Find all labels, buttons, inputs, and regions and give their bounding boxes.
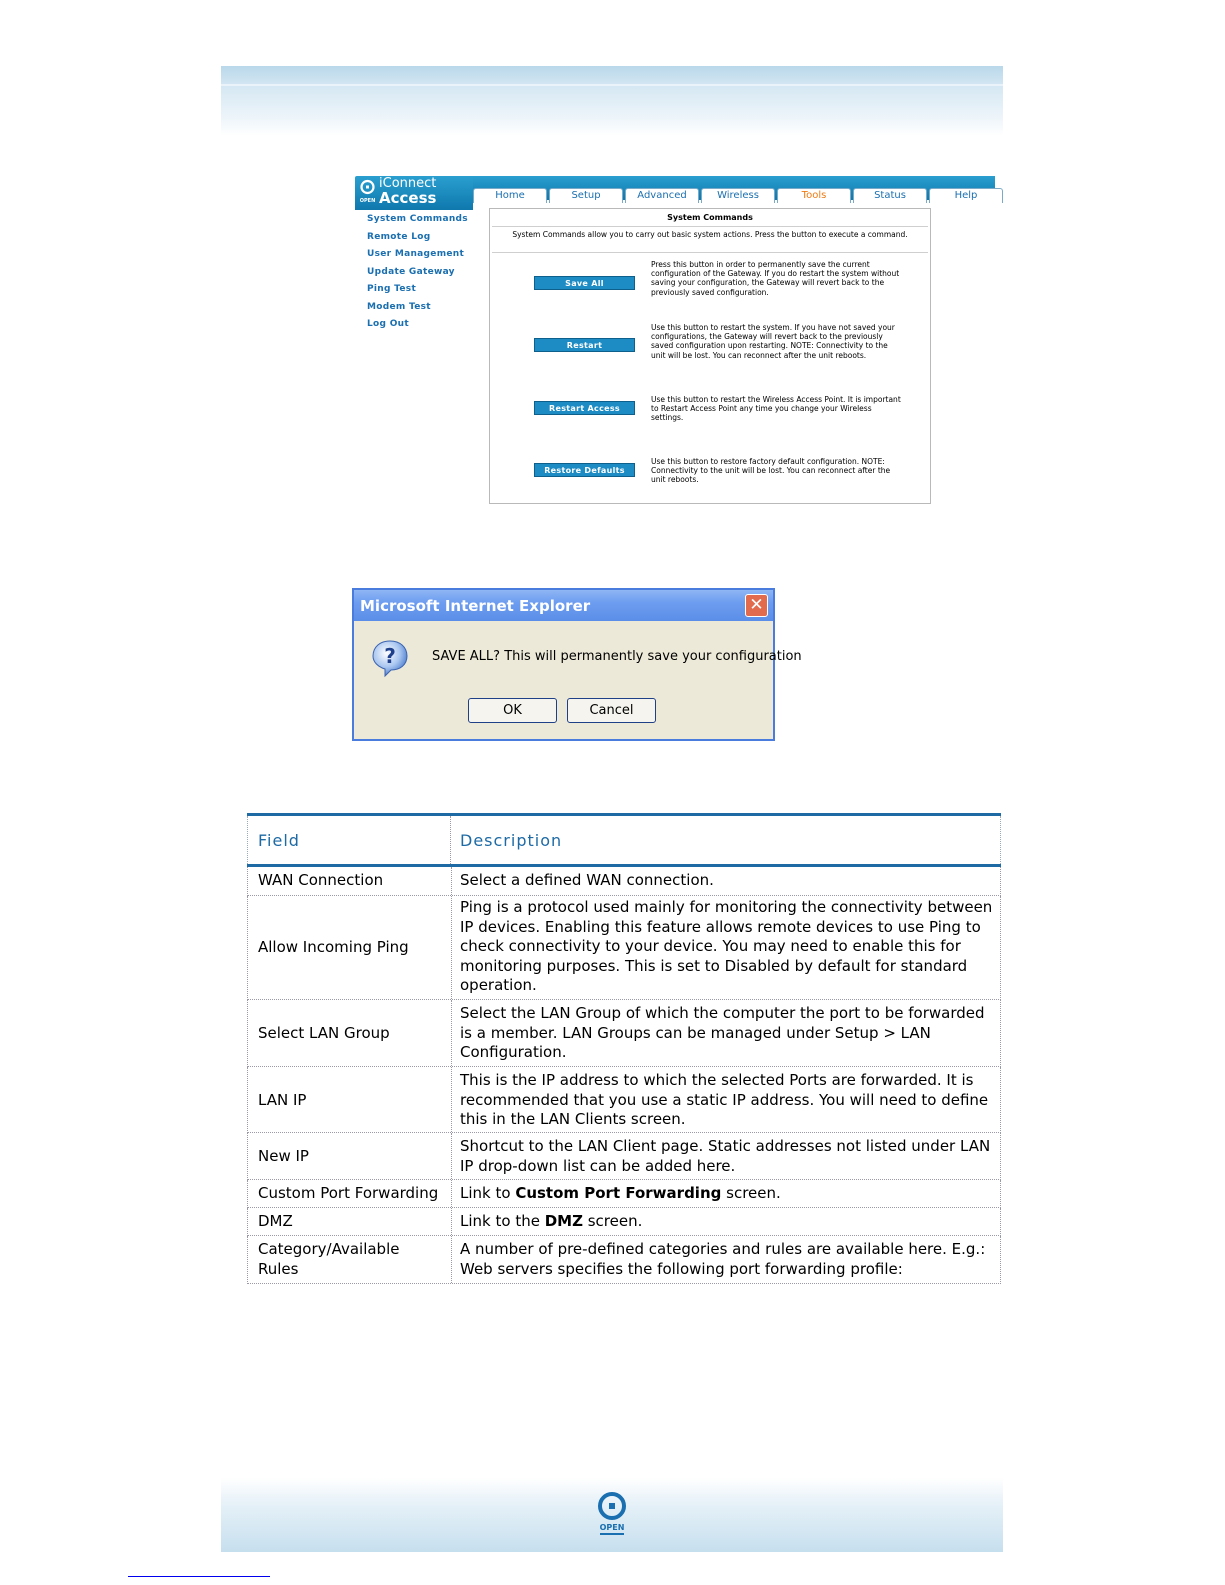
footer-logo-text: OPEN [599,1523,625,1532]
description-text: Select the LAN Group of which the computer the port to be forwarded is a member. LAN Groups can be managed under Setup > LAN Configuration. [460,1004,985,1061]
field-cell: Select LAN Group [258,1024,390,1042]
header-description: Description [460,831,563,850]
tab-status[interactable]: Status [853,188,927,203]
restore-defaults-button[interactable]: Restore Defaults [534,463,635,477]
table-row [247,1067,1001,1133]
logo-text-top: iConnect [379,176,437,191]
description-cell [460,1212,996,1232]
description-text: Select a defined WAN connection. [460,871,714,889]
description-text: This is the IP address to which the selected Ports are forwarded. It is recommended that you use a static IP address. You will need to define this in the LAN Clients screen. [460,1071,989,1128]
tab-wireless[interactable]: Wireless [701,188,775,203]
save-all-description: Press this button in order to permanently save the current configuration of the Gateway. If you do restart the system without saving your configuration, the Gateway will revert back to the previously saved configuration. [651,260,900,297]
description-cell [460,871,996,891]
table-row [247,896,1001,1000]
field-cell: LAN IP [258,1091,307,1109]
panel-title: System Commands [667,213,753,222]
dialog-message: SAVE ALL? This will permanently save your configuration [432,649,802,664]
description-cell [460,1184,996,1204]
close-icon[interactable]: ✕ [745,594,768,617]
sidenav-item-modem-test[interactable]: Modem Test [367,301,431,312]
table-row [247,1208,1001,1236]
question-icon [370,638,410,678]
description-text: Link to the [460,1212,545,1230]
system-commands-panel [489,208,931,504]
divider [492,226,928,227]
logo-badge: OPEN [359,198,376,204]
description-text: Ping is a protocol used mainly for monitoring the connectivity between IP devices. Enabling this feature allows remote devices to use Ping to check connectivity to your device. You may need to enable this for monitoring purposes. This is set to Disabled by default for standard operation. [460,898,993,994]
sidenav-item-system-commands[interactable]: System Commands [367,214,468,224]
description-text: Shortcut to the LAN Client page. Static addresses not listed under LAN IP drop-down list can be added here. [460,1137,991,1175]
description-cell [460,1071,996,1130]
linked-screen-name: Custom Port Forwarding [515,1184,722,1202]
column-divider [451,1236,452,1283]
table-row [247,1133,1001,1180]
footnote-rule [128,1576,270,1577]
field-cell: New IP [258,1147,309,1165]
dialog-titlebar [354,590,773,621]
sidenav-item-log-out[interactable]: Log Out [367,319,409,329]
confirm-dialog [352,588,802,741]
field-cell: DMZ [258,1212,293,1230]
ok-button[interactable]: OK [468,698,557,723]
tab-help[interactable]: Help [929,188,1003,203]
description-text: screen. [721,1184,781,1202]
tab-home[interactable]: Home [473,188,547,203]
iconnect-logo [355,176,473,210]
svg-text:?: ? [384,644,396,668]
table-row [247,1180,1001,1208]
tab-advanced[interactable]: Advanced [625,188,699,203]
description-text: Link to [460,1184,516,1202]
save-all-button[interactable]: Save All [534,276,635,290]
restore-defaults-description: Use this button to restore factory default configuration. NOTE: Connectivity to the unit will be lost. You can reconnect after the unit reboots. [651,457,891,485]
description-cell [460,898,996,996]
description-cell [460,1137,996,1176]
description-text: A number of pre-defined categories and rules are available here. E.g.: Web servers specifies the following port forwarding profile: [460,1240,986,1278]
table-row [247,1000,1001,1067]
field-cell: Allow Incoming Ping [258,938,409,956]
sidenav-item-remote-log[interactable]: Remote Log [367,231,431,242]
sidenav-item-update-gateway[interactable]: Update Gateway [367,266,455,277]
sidenav-item-user-management[interactable]: User Management [367,249,465,259]
header-field: Field [258,831,300,850]
description-text: screen. [582,1212,643,1230]
restart-button[interactable]: Restart [534,338,635,352]
dialog-title: Microsoft Internet Explorer [360,597,591,615]
router-ui-screenshot [355,176,995,511]
open-mark-icon [359,179,376,205]
logo-text-bottom: Access [379,189,437,207]
linked-screen-name: DMZ [544,1212,583,1230]
column-divider [450,816,451,864]
header-band [221,66,1003,136]
cancel-button[interactable]: Cancel [567,698,656,723]
tab-tools[interactable]: Tools [777,188,851,203]
field-cell: Category/Available Rules [258,1240,400,1278]
field-cell: Custom Port Forwarding [258,1184,439,1202]
restart-description: Use this button to restart the system. If you have not saved your configurations, the Gateway will revert back to the previously saved configuration upon restarting. NOTE: Connectivity to the unit will be lost. You can reconnect after the unit reboots. [651,323,895,360]
restart-access-point-description: Use this button to restart the Wireless Access Point. It is important to Restart Access Point any time you change your Wireless settings. [651,395,901,423]
table-header [247,816,1001,864]
tab-setup[interactable]: Setup [549,188,623,203]
divider [492,252,928,253]
field-cell: WAN Connection [258,871,384,889]
tab-bar [473,176,995,210]
side-navigation [367,213,468,336]
sidenav-item-ping-test[interactable]: Ping Test [367,284,417,294]
restart-access-point-button[interactable]: Restart Access Point [534,401,635,415]
table-row [247,1236,1001,1284]
description-cell [460,1240,996,1279]
open-logo-icon [592,1491,632,1539]
description-cell [460,1004,996,1063]
table-row [247,867,1001,896]
panel-intro: System Commands allow you to carry out basic system actions. Press the button to execute a command. [512,230,908,239]
